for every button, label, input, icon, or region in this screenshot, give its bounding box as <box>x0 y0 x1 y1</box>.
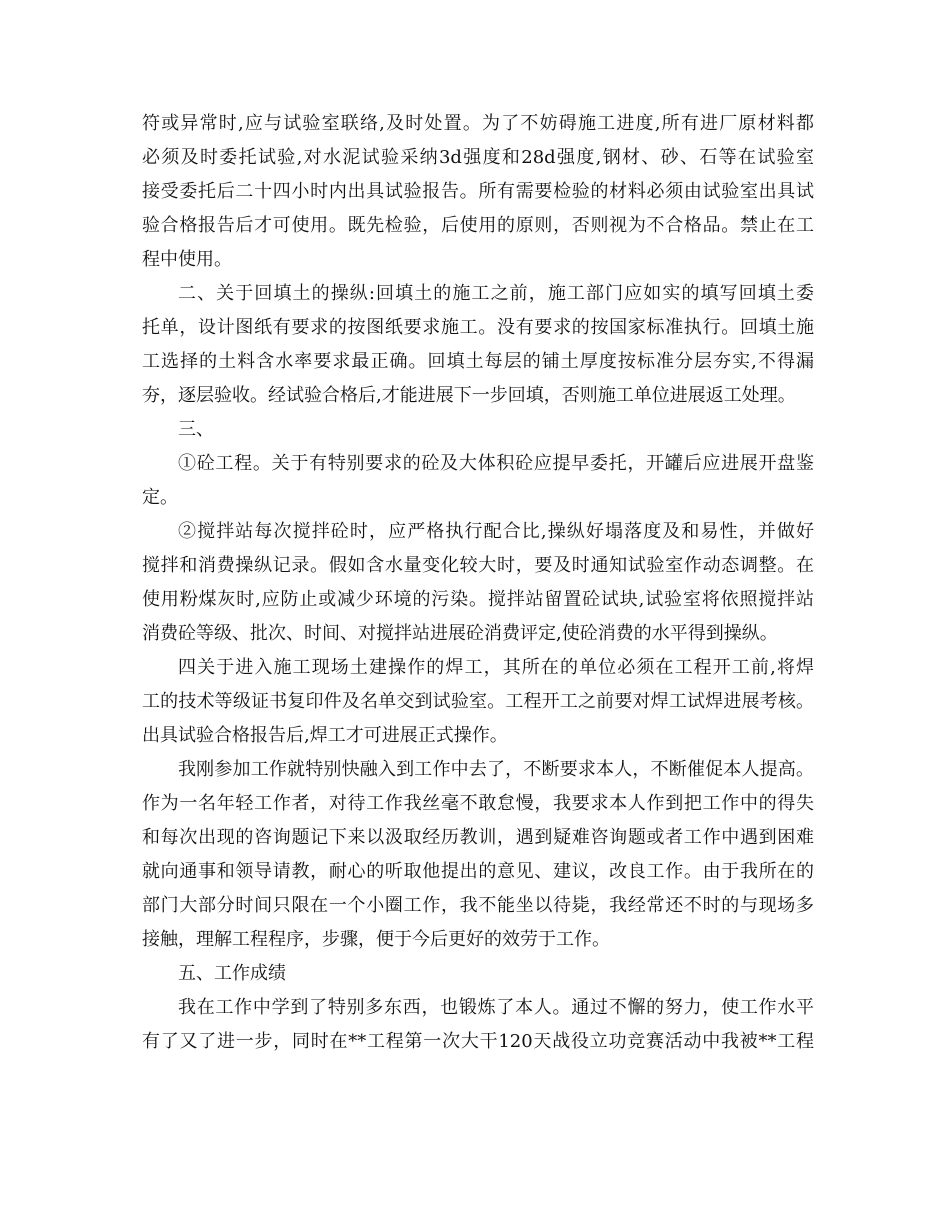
text-line: 出具试验合格报告后,焊工才可进展正式操作。 <box>142 725 508 746</box>
text-line: 就向通事和领导请教，耐心的听取他提出的意见、建议，改良工作。由于我所在的 <box>142 861 814 882</box>
text-line: 验合格报告后才可使用。既先检验，后使用的原则，否则视为不合格品。禁止在工 <box>142 215 814 236</box>
text-line: 我刚参加工作就特别快融入到工作中去了，不断要求本人，不断催促本人提高。 <box>178 759 814 780</box>
text-line: 二、关于回填土的操纵:回填土的施工之前，施工部门应如实的填写回填土委 <box>178 283 814 304</box>
text-line: 四关于进入施工现场土建操作的焊工，其所在的单位必须在工程开工前,将焊 <box>178 657 814 678</box>
text-line: 和每次出现的咨询题记下来以汲取经历教训，遇到疑难咨询题或者工作中遇到困难 <box>142 827 814 848</box>
text-line: ①砼工程。关于有特别要求的砼及大体积砼应提早委托，开罐后应进展开盘鉴 <box>178 453 814 474</box>
text-line: ②搅拌站每次搅拌砼时，应严格执行配合比,操纵好塌落度及和易性，并做好 <box>178 521 814 542</box>
text-line: 使用粉煤灰时,应防止或减少环境的污染。搅拌站留置砼试块,试验室将依照搅拌站 <box>142 589 814 610</box>
text-line: 工选择的土料含水率要求最正确。回填土每层的铺土厚度按标准分层夯实,不得漏 <box>142 351 814 372</box>
text-line: 定。 <box>142 487 178 508</box>
text-line: 有了又了进一步，同时在**工程第一次大干120天战役立功竞赛活动中我被**工程 <box>142 1031 814 1052</box>
text-line: 夯，逐层验收。经试验合格后,才能进展下一步回填，否则施工单位进展返工处理。 <box>142 385 796 406</box>
text-line: 接受委托后二十四小时内出具试验报告。所有需要检验的材料必须由试验室出具试 <box>142 181 814 202</box>
text-line: 搅拌和消费操纵记录。假如含水量变化较大时，要及时通知试验室作动态调整。在 <box>142 555 814 576</box>
text-line: 接触，理解工程程序，步骤，便于今后更好的效劳于工作。 <box>142 929 610 950</box>
text-line: 我在工作中学到了特别多东西，也锻炼了本人。通过不懈的努力，使工作水平 <box>178 997 814 1018</box>
text-line: 部门大部分时间只限在一个小圈工作，我不能坐以待毙，我经常还不时的与现场多 <box>142 895 814 916</box>
text-line: 托单，设计图纸有要求的按图纸要求施工。没有要求的按国家标准执行。回填土施 <box>142 317 814 338</box>
text-line: 工的技术等级证书复印件及名单交到试验室。工程开工之前要对焊工试焊进展考核。 <box>142 691 814 712</box>
text-line: 程中使用。 <box>142 249 232 270</box>
text-line: 必须及时委托试验,对水泥试验采纳3d强度和28d强度,钢材、砂、石等在试验室 <box>142 147 814 168</box>
text-line: 符或异常时,应与试验室联络,及时处置。为了不妨碍施工进度,所有进厂原材料都 <box>142 113 814 134</box>
section-heading: 三、 <box>178 419 214 440</box>
document-body <box>142 107 814 1059</box>
text-line: 消费砼等级、批次、时间、对搅拌站进展砼消费评定,使砼消费的水平得到操纵。 <box>142 623 778 644</box>
section-heading: 五、工作成绩 <box>178 963 286 984</box>
text-line: 作为一名年轻工作者，对待工作我丝毫不敢怠慢，我要求本人作到把工作中的得失 <box>142 793 814 814</box>
